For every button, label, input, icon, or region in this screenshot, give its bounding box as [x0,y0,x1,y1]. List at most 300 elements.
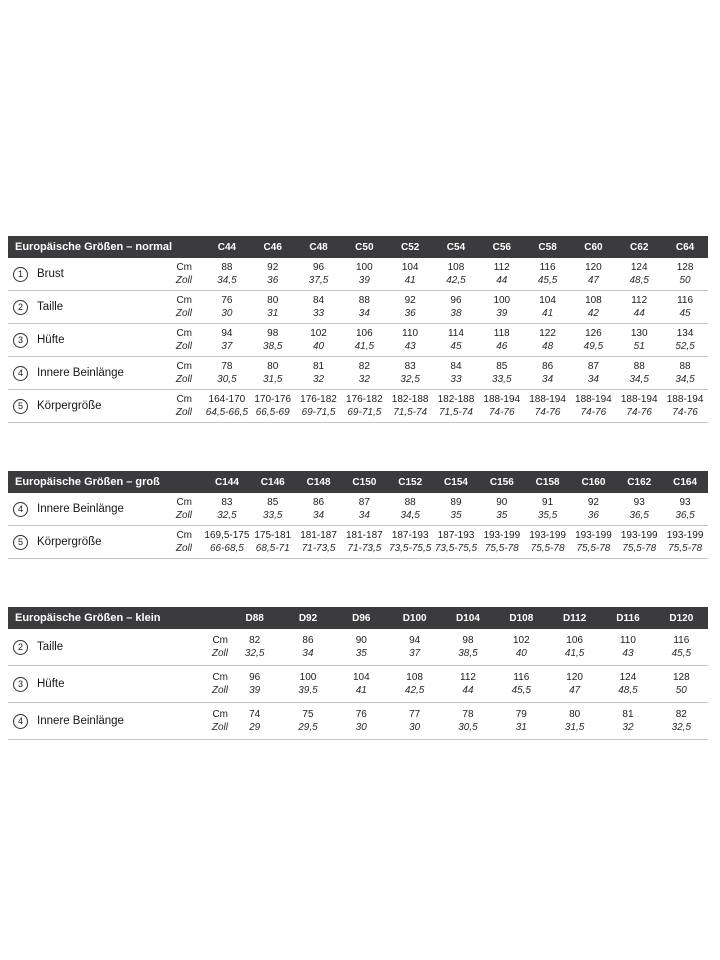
size-column-header: C144 [204,471,250,493]
cm-value: 106 [356,328,373,339]
value-cell [495,629,548,666]
cm-value: 193-199 [575,530,612,541]
cm-value: 187-193 [391,530,429,541]
value-cell [655,703,708,740]
measurement-label: Taille [37,641,64,653]
zoll-value: 40 [312,341,325,352]
cm-value: 114 [447,328,464,339]
size-column-header: C58 [525,236,571,258]
cm-value: 118 [493,328,510,339]
zoll-value: 68,5-71 [255,543,290,554]
zoll-value: 42 [587,308,599,319]
cm-value: 169,5-175 [204,530,250,541]
value-cell [662,390,708,423]
cm-value: 122 [539,328,556,339]
zoll-value: 69-71,5 [301,407,336,418]
cm-value: 92 [587,497,599,508]
zoll-value: 30 [409,722,421,733]
cm-value: 175-181 [254,530,292,541]
cm-value: 187-193 [437,530,475,541]
zoll-value: 40 [515,648,527,659]
cm-value: 74 [249,709,261,720]
value-cell [387,324,433,357]
zoll-value: 69-71,5 [347,407,382,418]
value-cell [662,526,708,559]
measurement-row [8,390,708,423]
zoll-value: 45 [679,308,691,319]
measurement-label-cell [8,493,158,526]
cm-value: 88 [404,497,416,508]
cm-value: 100 [493,295,511,306]
row-number-badge: 2 [13,300,28,315]
zoll-value: 31 [515,722,527,733]
table-title: Europäische Größen – groß [8,471,204,493]
value-cell [387,258,433,291]
size-column-header: C150 [341,471,387,493]
zoll-value: 38,5 [262,341,283,352]
zoll-value: 71-73,5 [301,543,336,554]
zoll-value: 37 [221,341,233,352]
value-cell [335,703,388,740]
zoll-value: 75,5-78 [622,543,657,554]
row-number-badge: 3 [13,333,28,348]
zoll-value: 42,5 [404,685,425,696]
value-cell [601,703,654,740]
value-cell [616,390,662,423]
unit-cell [158,357,204,390]
row-number-badge: 3 [13,677,28,692]
cm-value: 98 [267,328,279,339]
cm-value: 80 [569,709,581,720]
zoll-value: 34 [587,374,599,385]
value-cell [479,526,525,559]
size-column-header: C148 [296,471,342,493]
value-cell [479,258,525,291]
size-column-header: C152 [387,471,433,493]
cm-value: 112 [631,295,648,306]
zoll-value: 36 [587,510,599,521]
zoll-value: 66-68,5 [209,543,244,554]
zoll-value: 34,5 [400,510,420,521]
zoll-value: 74-76 [626,407,652,418]
value-cell [341,357,387,390]
value-cell [433,493,479,526]
zoll-value: 34 [312,510,325,521]
size-table-klein [8,607,708,740]
value-cell [525,258,571,291]
value-cell [655,666,708,703]
size-column-header: C156 [479,471,525,493]
zoll-value: 75,5-78 [484,543,519,554]
zoll-value: 32,5 [217,510,237,521]
value-cell [662,258,708,291]
value-cell [388,666,441,703]
value-cell [616,526,662,559]
zoll-value: 49,5 [583,341,604,352]
value-cell [433,390,479,423]
cm-value: 188-194 [483,394,521,405]
unit-cell [180,666,228,703]
measurement-label-cell [8,629,180,666]
measurement-row [8,526,708,559]
unit-cell [180,629,228,666]
value-cell [228,666,281,703]
zoll-value: 34 [542,374,554,385]
value-cell [571,526,617,559]
size-table-normal [8,236,708,423]
size-column-header: C44 [204,236,250,258]
measurement-label: Brust [37,268,64,280]
value-cell [296,324,342,357]
cm-value: 112 [460,672,476,683]
table-header-row [8,236,708,258]
size-column-header: C160 [571,471,617,493]
measurement-label: Innere Beinlänge [37,715,124,727]
cm-value: 116 [513,672,530,683]
zoll-value: 73,5-75,5 [389,543,432,554]
value-cell [433,324,479,357]
cm-value: 170-176 [254,394,292,405]
value-cell [479,357,525,390]
measurement-label-cell [8,390,158,423]
measurement-row [8,493,708,526]
unit-zoll-label: Zoll [175,510,193,521]
zoll-value: 48,5 [629,275,649,286]
cm-value: 84 [450,361,462,372]
size-column-header: D88 [228,607,281,629]
size-column-header: C56 [479,236,525,258]
cm-value: 83 [221,497,233,508]
value-cell [296,493,342,526]
zoll-value: 45,5 [511,685,532,696]
measurement-label-cell [8,526,158,559]
value-cell [250,526,296,559]
unit-cm-label: Cm [212,709,228,720]
measurement-row [8,629,708,666]
zoll-value: 39,5 [298,685,318,696]
zoll-value: 32,5 [671,722,692,733]
value-cell [250,493,296,526]
zoll-value: 73,5-75,5 [434,543,478,554]
cm-value: 182-188 [437,394,475,405]
zoll-value: 48,5 [618,685,638,696]
zoll-value: 30,5 [458,722,478,733]
size-column-header: D112 [548,607,601,629]
measurement-label: Körpergröße [37,536,102,548]
zoll-value: 38,5 [458,648,478,659]
size-column-header: C46 [250,236,296,258]
unit-zoll-label: Zoll [175,374,192,385]
cm-value: 86 [542,361,554,372]
value-cell [655,629,708,666]
size-column-header: C48 [296,236,342,258]
value-cell [341,324,387,357]
value-cell [296,291,342,324]
cm-value: 78 [462,709,474,720]
zoll-value: 74-76 [672,407,698,418]
value-cell [204,324,250,357]
value-cell [616,291,662,324]
unit-zoll-label: Zoll [211,685,228,696]
value-cell [296,526,342,559]
value-cell [616,258,662,291]
cm-value: 96 [249,672,261,683]
zoll-value: 36,5 [629,510,649,521]
unit-cm-label: Cm [212,672,228,683]
measurement-label-cell [8,703,180,740]
measurement-label-cell [8,357,158,390]
measurement-row [8,666,708,703]
zoll-value: 32 [358,374,370,385]
cm-value: 79 [515,709,527,720]
cm-value: 96 [450,295,462,306]
value-cell [341,291,387,324]
zoll-value: 34,5 [217,275,237,286]
value-cell [250,390,296,423]
zoll-value: 35 [450,510,462,521]
value-cell [479,324,525,357]
zoll-value: 39 [249,685,261,696]
cm-value: 124 [619,672,637,683]
cm-value: 82 [249,635,261,646]
zoll-value: 50 [675,685,687,696]
measurement-label: Hüfte [37,678,65,690]
value-cell [341,526,387,559]
measurement-row [8,357,708,390]
value-cell [441,703,494,740]
value-cell [228,629,281,666]
value-cell [433,258,479,291]
zoll-value: 34 [302,648,314,659]
zoll-value: 41 [355,685,367,696]
cm-value: 78 [221,361,233,372]
unit-cm-label: Cm [212,635,228,646]
value-cell [441,666,494,703]
zoll-value: 32 [622,722,634,733]
value-cell [601,629,654,666]
cm-value: 188-194 [529,394,566,405]
zoll-value: 34 [358,308,370,319]
value-cell [204,258,250,291]
unit-cm-label: Cm [176,497,193,508]
cm-value: 77 [409,709,421,720]
value-cell [204,526,250,559]
zoll-value: 66,5-69 [255,407,290,418]
size-column-header: D116 [601,607,654,629]
size-table-gross [8,471,708,559]
size-column-header: C60 [571,236,617,258]
unit-cm-label: Cm [176,361,192,372]
cm-value: 88 [358,295,370,306]
cm-value: 193-199 [666,530,704,541]
value-cell [296,357,342,390]
cm-value: 116 [539,262,556,273]
row-number-badge: 4 [13,714,28,729]
zoll-value: 31,5 [564,722,585,733]
cm-value: 188-194 [666,394,704,405]
zoll-value: 41,5 [354,341,375,352]
cm-value: 82 [358,361,370,372]
value-cell [388,703,441,740]
zoll-value: 29 [249,722,261,733]
zoll-value: 34 [358,510,370,521]
cm-value: 104 [539,295,556,306]
size-column-header: C52 [387,236,433,258]
value-cell [387,526,433,559]
cm-value: 104 [401,262,419,273]
cm-value: 76 [355,709,367,720]
cm-value: 164-170 [208,394,246,405]
unit-zoll-label: Zoll [211,648,228,659]
value-cell [548,629,601,666]
cm-value: 108 [585,295,602,306]
cm-value: 96 [312,262,325,273]
value-cell [387,493,433,526]
zoll-value: 36 [267,275,279,286]
zoll-value: 47 [569,685,581,696]
unit-cell [158,291,204,324]
zoll-value: 38 [450,308,462,319]
measurement-label: Innere Beinlänge [37,367,124,379]
value-cell [250,258,296,291]
cm-value: 176-182 [345,394,383,405]
zoll-value: 75,5-78 [668,543,703,554]
zoll-value: 75,5-78 [530,543,565,554]
value-cell [571,390,617,423]
unit-cm-label: Cm [176,262,192,273]
zoll-value: 74-76 [580,407,607,418]
zoll-value: 37 [409,648,421,659]
value-cell [341,258,387,291]
value-cell [571,357,617,390]
cm-value: 87 [587,361,599,372]
value-cell [388,629,441,666]
cm-value: 100 [356,262,373,273]
value-cell [525,526,571,559]
value-cell [571,258,617,291]
zoll-value: 47 [587,275,599,286]
cm-value: 94 [409,635,421,646]
cm-value: 93 [633,497,645,508]
cm-value: 88 [633,361,645,372]
cm-value: 104 [352,672,370,683]
zoll-value: 45,5 [537,275,558,286]
value-cell [335,629,388,666]
value-cell [662,324,708,357]
cm-value: 94 [221,328,233,339]
value-cell [479,390,525,423]
zoll-value: 35,5 [537,510,558,521]
value-cell [662,357,708,390]
unit-zoll-label: Zoll [175,308,192,319]
zoll-value: 64,5-66,5 [205,407,249,418]
zoll-value: 29,5 [298,722,318,733]
zoll-value: 44 [462,685,474,696]
zoll-value: 34,5 [675,374,695,385]
size-column-header: C146 [250,471,296,493]
unit-cell [158,258,204,291]
zoll-value: 39 [358,275,370,286]
value-cell [548,666,601,703]
value-cell [495,703,548,740]
zoll-value: 39 [496,308,508,319]
measurement-label: Taille [37,301,64,313]
unit-cell [158,493,204,526]
value-cell [296,390,342,423]
unit-cm-label: Cm [176,530,193,541]
cm-value: 106 [566,635,583,646]
zoll-value: 52,5 [675,341,695,352]
value-cell [204,493,250,526]
cm-value: 120 [585,262,602,273]
value-cell [387,390,433,423]
cm-value: 182-188 [391,394,429,405]
measurement-label-cell [8,291,158,324]
value-cell [204,291,250,324]
measurement-label: Körpergröße [37,400,102,412]
value-cell [571,493,617,526]
cm-value: 92 [267,262,279,273]
value-cell [281,629,334,666]
zoll-value: 71,5-74 [439,407,473,418]
cm-value: 193-199 [620,530,658,541]
size-column-header: C154 [433,471,479,493]
zoll-value: 31,5 [262,374,283,385]
value-cell [616,324,662,357]
zoll-value: 50 [679,275,691,286]
zoll-value: 32,5 [400,374,420,385]
value-cell [525,324,571,357]
cm-value: 193-199 [529,530,566,541]
value-cell [495,666,548,703]
value-cell [204,357,250,390]
zoll-value: 35 [355,648,367,659]
cm-value: 85 [496,361,508,372]
cm-value: 110 [619,635,636,646]
measurement-label-cell [8,258,158,291]
zoll-value: 51 [633,341,645,352]
cm-value: 120 [566,672,583,683]
zoll-value: 32,5 [244,648,265,659]
value-cell [250,291,296,324]
value-cell [335,666,388,703]
value-cell [433,291,479,324]
zoll-value: 42,5 [446,275,466,286]
zoll-value: 33,5 [492,374,512,385]
value-cell [250,324,296,357]
cm-value: 124 [630,262,648,273]
cm-value: 81 [312,361,325,372]
cm-value: 90 [496,497,508,508]
cm-value: 80 [267,361,279,372]
size-column-header: D100 [388,607,441,629]
size-column-header: C62 [616,236,662,258]
value-cell [250,357,296,390]
value-cell [479,291,525,324]
size-column-header: C158 [525,471,571,493]
value-cell [387,291,433,324]
value-cell [433,526,479,559]
row-number-badge: 4 [13,366,28,381]
size-column-header: C164 [662,471,708,493]
cm-value: 128 [676,262,694,273]
value-cell [281,666,334,703]
value-cell [296,258,342,291]
measurement-row [8,258,708,291]
unit-zoll-label: Zoll [175,341,192,352]
cm-value: 126 [585,328,602,339]
measurement-label-cell [8,324,158,357]
